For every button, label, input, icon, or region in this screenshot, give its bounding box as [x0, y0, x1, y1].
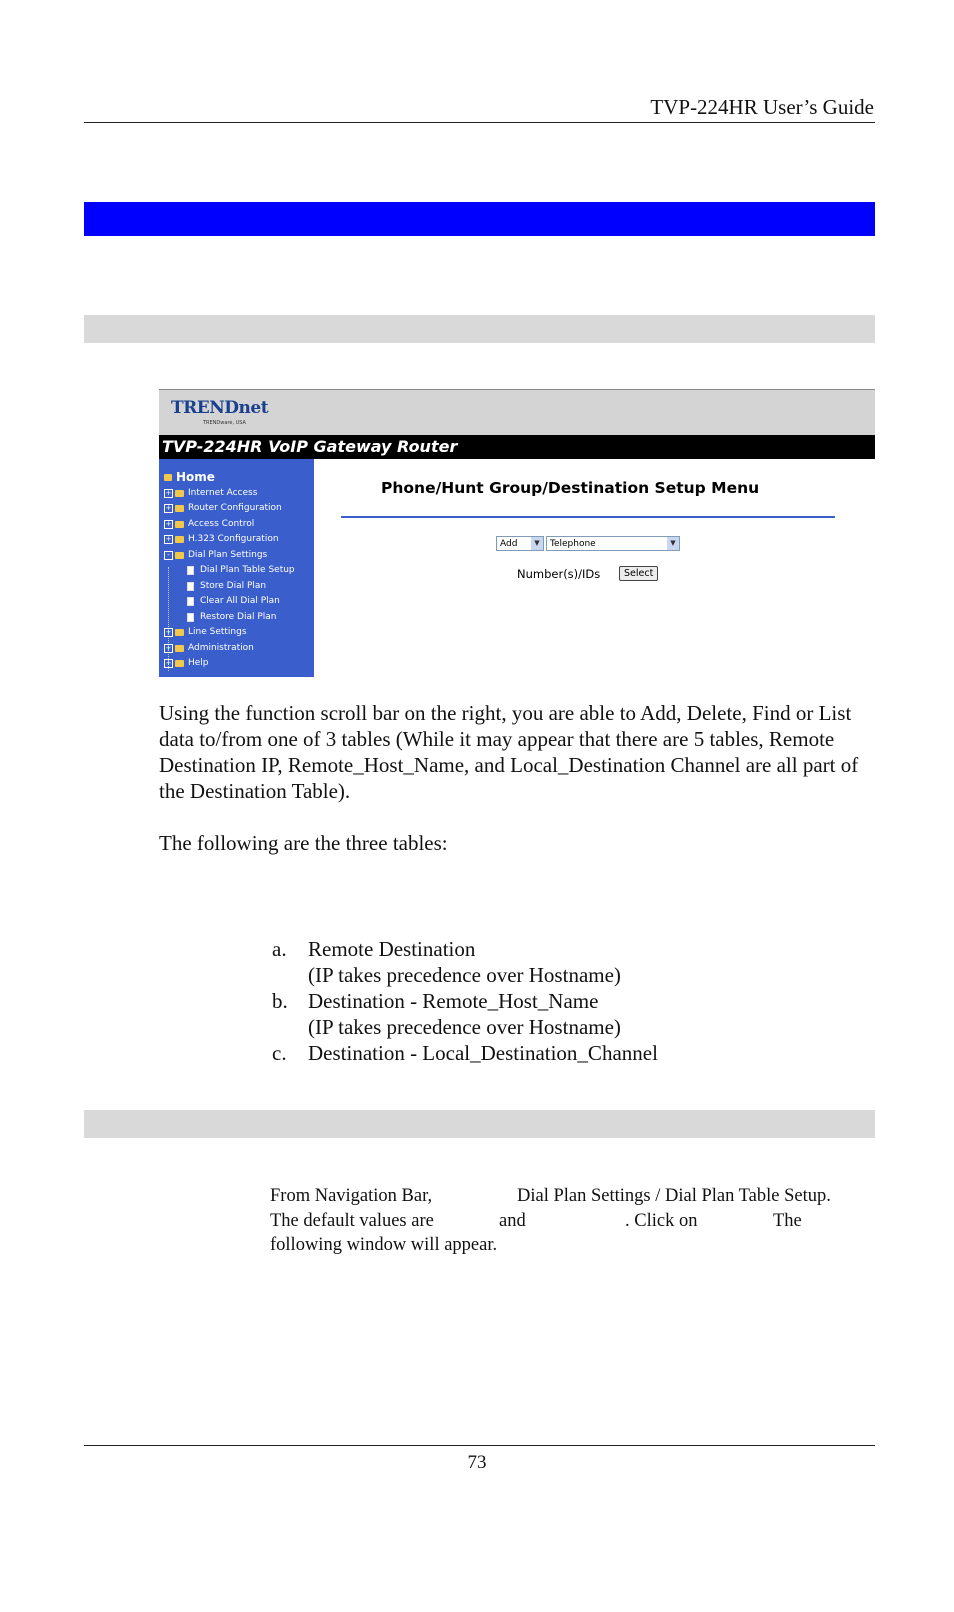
- folder-icon: [175, 629, 184, 636]
- list-item-note: (IP takes precedence over Hostname): [308, 963, 621, 987]
- expand-icon: +: [165, 489, 172, 497]
- nav-help[interactable]: + Help: [165, 658, 209, 668]
- chevron-down-icon: ▼: [531, 537, 543, 550]
- trendnet-logo: TRENDnet: [171, 398, 269, 418]
- footer-rule: [84, 1445, 875, 1446]
- list-item: b. Destination - Remote_Host_Name: [272, 989, 599, 1013]
- folder-icon: [175, 490, 184, 497]
- list-item: a. Remote Destination: [272, 937, 476, 961]
- folder-icon: [175, 660, 184, 667]
- page-number: 73: [467, 1452, 487, 1473]
- nav-clear-all-dial-plan[interactable]: Clear All Dial Plan: [187, 594, 280, 609]
- chevron-down-icon: ▼: [667, 537, 679, 550]
- list-item: c. Destination - Local_Destination_Channel: [272, 1041, 658, 1065]
- page-icon: [187, 566, 194, 575]
- table-select[interactable]: Telephone ▼: [546, 536, 680, 551]
- expand-icon: +: [165, 628, 172, 636]
- nav-router-configuration[interactable]: + Router Configuration: [165, 503, 282, 513]
- page-icon: [187, 613, 194, 622]
- folder-icon: [164, 474, 172, 481]
- subsection-bar-1: [84, 315, 875, 343]
- title-underline: [341, 516, 835, 518]
- router-screenshot: [159, 389, 875, 677]
- nav-access-control[interactable]: + Access Control: [165, 519, 255, 529]
- page-icon: [187, 582, 194, 591]
- nav-dial-plan-table-setup[interactable]: Dial Plan Table Setup: [187, 563, 295, 578]
- nav-home[interactable]: Home: [164, 470, 215, 485]
- select-button[interactable]: Select: [619, 566, 658, 581]
- folder-icon: [175, 645, 184, 652]
- logo-subtitle: TRENDware, USA: [203, 420, 246, 426]
- section-heading-bar: [84, 202, 875, 236]
- body-paragraph-1: Using the function scroll bar on the right, you are able to Add, Delete, Find or List data to/from one of 3 tables (While it may appear that there are 5 tables, Remote Destination IP, Remote_Host_Name, and Local_Destination Channel are all part of the Destination Table).: [159, 701, 859, 803]
- setup-menu-title: Phone/Hunt Group/Destination Setup Menu: [381, 479, 760, 497]
- tables-list: [272, 936, 658, 1066]
- action-select[interactable]: Add ▼: [496, 536, 544, 551]
- expand-icon: +: [165, 535, 172, 543]
- header-rule: [84, 122, 875, 123]
- expand-icon: +: [165, 520, 172, 528]
- nav-store-dial-plan[interactable]: Store Dial Plan: [187, 579, 266, 594]
- body-paragraph-2: The following are the three tables:: [159, 831, 448, 855]
- expand-icon: +: [165, 504, 172, 512]
- nav-restore-dial-plan[interactable]: Restore Dial Plan: [187, 610, 276, 625]
- step-instructions: From Navigation Bar, Dial Plan Settings / Dial Plan Table Setup. The default values are and . Click on The following window will appear.: [270, 1186, 831, 1255]
- list-item-note: (IP takes precedence over Hostname): [308, 1015, 621, 1039]
- collapse-icon: -: [164, 551, 173, 560]
- nav-h323-configuration[interactable]: + H.323 Configuration: [165, 534, 279, 544]
- navigation-sidebar: [159, 459, 314, 677]
- page-icon: [187, 597, 194, 606]
- nav-dial-plan-settings[interactable]: - Dial Plan Settings: [164, 548, 267, 563]
- running-header: TVP-224HR User’s Guide: [650, 95, 874, 119]
- subsection-bar-2: [84, 1110, 875, 1138]
- number-ids-label: Number(s)/IDs: [517, 567, 601, 581]
- folder-icon: [175, 536, 184, 543]
- folder-icon: [175, 505, 184, 512]
- folder-icon: [175, 521, 184, 528]
- folder-open-icon: [175, 552, 184, 559]
- nav-line-settings[interactable]: + Line Settings: [165, 627, 247, 637]
- screenshot-banner: [159, 389, 875, 436]
- nav-internet-access[interactable]: + Internet Access: [165, 488, 258, 498]
- expand-icon: +: [165, 659, 172, 667]
- window-title: TVP-224HR VoIP Gateway Router: [159, 435, 875, 459]
- expand-icon: +: [165, 644, 172, 652]
- nav-administration[interactable]: + Administration: [165, 643, 254, 653]
